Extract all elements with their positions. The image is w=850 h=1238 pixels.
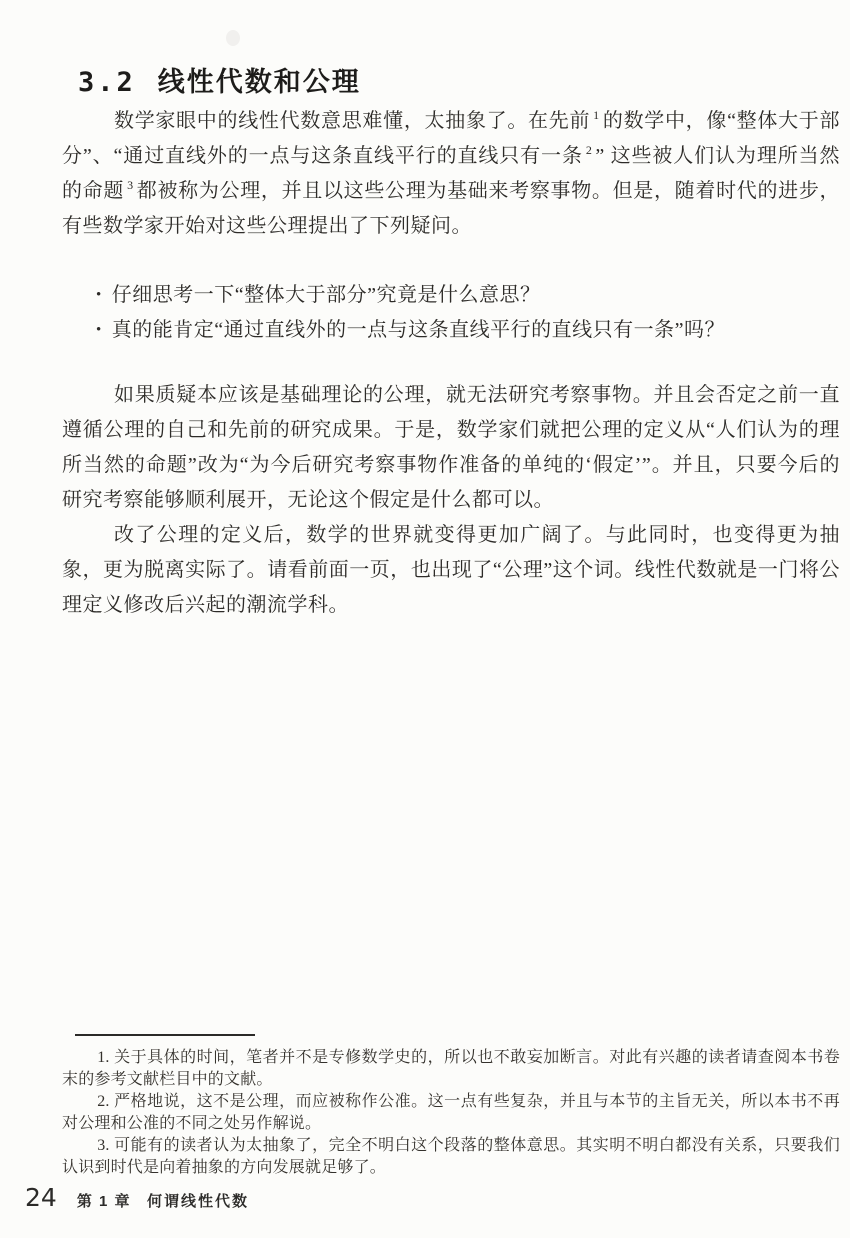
- chapter-label: 第 1 章: [76, 1193, 131, 1210]
- paragraph-intro: 数学家眼中的线性代数意思难懂，太抽象了。在先前 $^1$ 的数学中，像“整体大于部分”、“通过直线外的一点与这条直线平行的直线只有一条 $^2$ ” 这些被人们认为理所当然的命题 $^3$ 都被称为公理，并且以这些公理为基础来考察事物。但是，随着时代的进步，有些数学家开始对这些公理提出了下列疑问。: [62, 108, 841, 237]
- footnote-reference: 2: [585, 143, 593, 158]
- section-title: 线性代数和公理: [157, 67, 361, 97]
- footnote-reference: 1: [593, 108, 600, 123]
- page-number: 24: [25, 1183, 57, 1212]
- bullet-icon: •: [96, 287, 102, 303]
- paragraph-axiom-redefine: 如果质疑本应该是基础理论的公理，就无法研究考察事物。并且会否定之前一直遵循公理的自己和先前的研究成果。于是，数学家们就把公理的定义从“人们认为的理所当然的命题”改为“为今后研究考察事物作准备的单纯的‘假定’”。并且，只要今后的研究考察能够顺利展开，无论这个假定是什么都可以。: [62, 384, 840, 511]
- footnote-block: [62, 1034, 840, 1179]
- footnote: 3. 可能有的读者认为太抽象了，完全不明白这个段落的整体意思。其实明不明白都没有关系，只要我们认识到时代是向着抽象的方向发展就足够了。: [62, 1137, 840, 1176]
- list-item: [96, 313, 840, 348]
- body-text-block: [62, 104, 840, 623]
- footnote-divider: [75, 1034, 255, 1036]
- section-heading: [78, 60, 361, 99]
- section-number: 3.2: [78, 67, 136, 98]
- footnote: 1. 关于具体的时间，笔者并不是专修数学史的，所以也不敢妄加断言。对此有兴趣的读者请查阅本书卷末的参考文献栏目中的文献。: [62, 1049, 840, 1088]
- chapter-title: 何谓线性代数: [147, 1193, 250, 1210]
- footnote: 2. 严格地说，这不是公理，而应被称作公准。这一点有些复杂，并且与本节的主旨无关，所以本书不再对公理和公准的不同之处另作解说。: [62, 1093, 840, 1132]
- page-footer: [25, 1183, 249, 1212]
- question-list: [62, 278, 840, 348]
- bullet-icon: •: [96, 322, 102, 338]
- paragraph-conclusion: 改了公理的定义后，数学的世界就变得更加广阔了。与此同时，也变得更为抽象，更为脱离实际了。请看前面一页，也出现了“公理”这个词。线性代数就是一门将公理定义修改后兴起的潮流学科。: [62, 524, 840, 616]
- scan-artifact: [226, 30, 240, 46]
- footnote-reference: 3: [127, 178, 134, 193]
- list-item: [96, 278, 840, 313]
- list-item-text: 仔细思考一下“整体大于部分”究竟是什么意思？: [111, 284, 541, 306]
- list-item-text: 真的能肯定“通过直线外的一点与这条直线平行的直线只有一条”吗？: [111, 319, 726, 341]
